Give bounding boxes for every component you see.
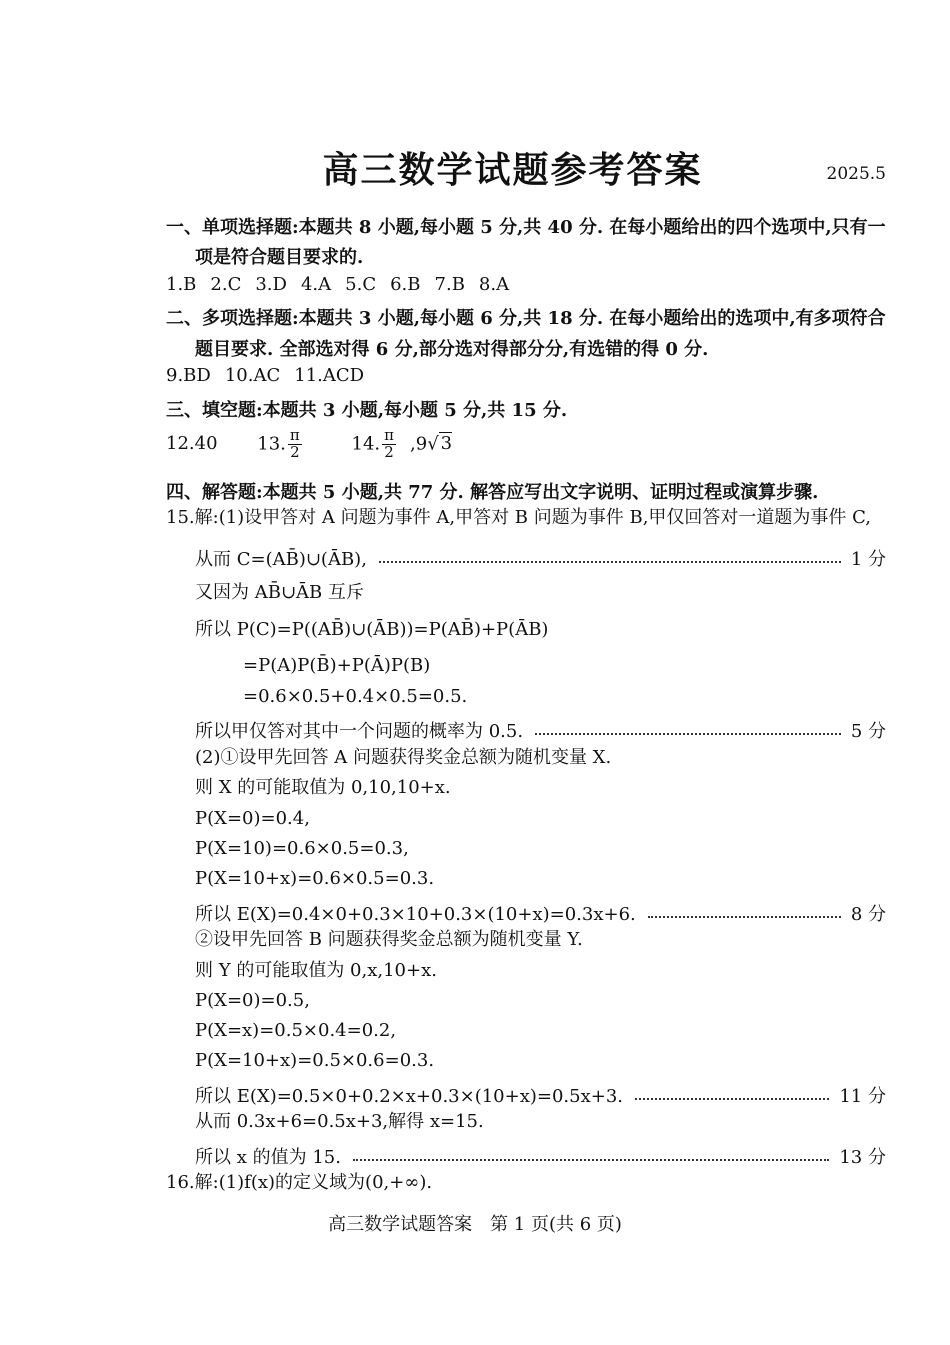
q15-line-text: 所以甲仅答对其中一个问题的概率为 0.5. (195, 721, 524, 742)
sqrt-radicand: 3 (440, 433, 453, 455)
q15-line: =0.6×0.5+0.4×0.5=0.5. (243, 686, 468, 707)
answer-item: 9.BD (166, 365, 211, 386)
answer-13-label: 13. (257, 433, 286, 455)
answer-12: 12.40 (166, 433, 218, 455)
q15-scored-line (195, 545, 886, 571)
answer-14-fraction (382, 428, 410, 461)
answer-14-label: 14. (351, 433, 381, 455)
dot-leader (535, 733, 841, 735)
q16-line: 16.解:(1)f(x)的定义域为(0,+∞). (166, 1172, 433, 1193)
q15-line: ②设甲先回答 B 问题获得奖金总额为随机变量 Y. (195, 929, 583, 950)
answer-item: 6.B (390, 274, 421, 295)
score-mark: 13 分 (839, 1147, 886, 1168)
q15-line: 则 X 的可能取值为 0,10,10+x. (195, 777, 451, 798)
q15-line: P(X=10+x)=0.5×0.6=0.3. (195, 1050, 435, 1071)
q15-line: P(X=0)=0.5, (195, 990, 310, 1011)
q15-scored-line (195, 1143, 886, 1169)
q15-line-text: 所以 x 的值为 15. (195, 1147, 341, 1168)
answer-item: 2.C (210, 274, 242, 295)
q15-line: 又因为 AB̄∪ĀB 互斥 (195, 582, 364, 603)
q15-scored-line (195, 717, 886, 743)
fraction-numerator: π (384, 426, 394, 444)
q15-line: 从而 0.3x+6=0.5x+3,解得 x=15. (195, 1111, 484, 1132)
q15-line: P(X=0)=0.4, (195, 808, 310, 829)
page-footer: 高三数学试题答案 第 1 页(共 6 页) (328, 1214, 622, 1235)
q15-line: =P(A)P(B̄)+P(Ā)P(B) (243, 655, 431, 676)
answer-item: 4.A (300, 274, 332, 295)
q15-line: 则 Y 的可能取值为 0,x,10+x. (195, 960, 437, 981)
dot-leader (353, 1159, 829, 1161)
score-mark: 5 分 (850, 721, 886, 742)
dot-leader (635, 1098, 829, 1100)
section-1-heading-cont: 项是符合题目要求的. (195, 247, 364, 268)
score-mark: 11 分 (839, 1086, 886, 1107)
answer-item: 11.ACD (294, 365, 365, 386)
q15-line: (2)①设甲先回答 A 问题获得奖金总额为随机变量 X. (195, 747, 612, 768)
answer-item: 10.AC (224, 365, 281, 386)
section-3-answers (166, 428, 466, 461)
fraction-denominator: 2 (290, 442, 300, 461)
q15-line: P(X=x)=0.5×0.4=0.2, (195, 1020, 397, 1041)
answer-14-rest: ,9 (410, 433, 428, 455)
answer-item: 8.A (478, 274, 510, 295)
section-4-heading: 四、解答题:本题共 5 小题,共 77 分. 解答应写出文字说明、证明过程或演算步骤. (166, 482, 819, 503)
fraction-numerator: π (289, 426, 300, 444)
score-mark: 8 分 (850, 904, 886, 925)
section-2-heading: 二、多项选择题:本题共 3 小题,每小题 6 分,共 18 分. 在每小题给出的选项中,有多项符合 (166, 308, 886, 329)
q15-line-text: 所以 E(X)=0.4×0+0.3×10+0.3×(10+x)=0.3x+6. (195, 904, 636, 925)
section-1-answers (166, 274, 523, 295)
answer-13-fraction (288, 428, 316, 461)
q15-line: P(X=10+x)=0.6×0.5=0.3. (195, 868, 435, 889)
page-title: 高三数学试题参考答案 (322, 149, 703, 191)
section-2-heading-cont: 题目要求. 全部选对得 6 分,部分选对得部分分,有选错的得 0 分. (195, 339, 709, 360)
fraction-denominator: 2 (384, 442, 394, 461)
answer-item: 7.B (434, 274, 465, 295)
q15-line: 15.解:(1)设甲答对 A 问题为事件 A,甲答对 B 问题为事件 B,甲仅回答对一道题为事件 C, (166, 507, 871, 528)
q15-line-text: 从而 C=(AB̄)∪(ĀB), (195, 549, 367, 570)
section-2-answers (166, 365, 378, 386)
answer-item: 5.C (345, 274, 377, 295)
section-3-heading: 三、填空题:本题共 3 小题,每小题 5 分,共 15 分. (166, 400, 568, 421)
q15-line-text: 所以 E(X)=0.5×0+0.2×x+0.3×(10+x)=0.5x+3. (195, 1086, 623, 1107)
q15-scored-line (195, 900, 886, 926)
answer-item: 3.D (255, 274, 287, 295)
dot-leader (648, 916, 841, 918)
q15-scored-line (195, 1082, 886, 1108)
section-1-heading: 一、单项选择题:本题共 8 小题,每小题 5 分,共 40 分. 在每小题给出的四个选项中,只有一 (166, 217, 886, 238)
sqrt-sign: √ (427, 433, 439, 455)
exam-date: 2025.5 (826, 164, 886, 184)
answer-item: 1.B (166, 274, 197, 295)
score-mark: 1 分 (850, 549, 886, 570)
q15-line: P(X=10)=0.6×0.5=0.3, (195, 838, 409, 859)
q15-line: 所以 P(C)=P((AB̄)∪(ĀB))=P(AB̄)+P(ĀB) (195, 619, 549, 640)
dot-leader (379, 561, 841, 563)
